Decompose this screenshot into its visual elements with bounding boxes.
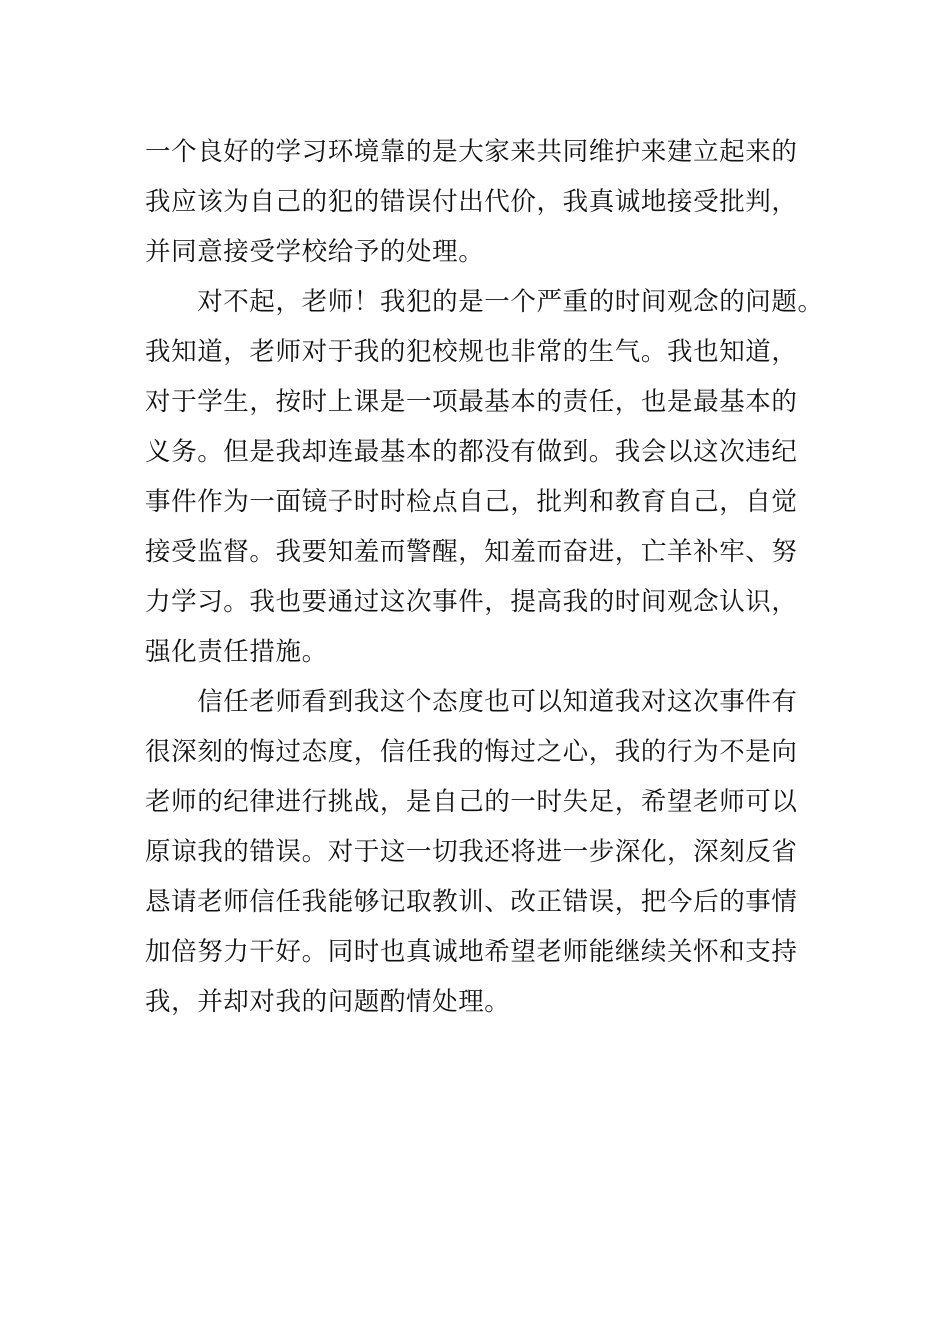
paragraph-2 bbox=[145, 277, 845, 677]
text-line: 我应该为自己的犯的错误付出代价，我真诚地接受批判， bbox=[145, 187, 798, 217]
text-line: 一个良好的学习环境靠的是大家来共同维护来建立起来的 bbox=[145, 137, 798, 167]
text-line: 力学习。我也要通过这次事件，提高我的时间观念认识， bbox=[145, 587, 798, 617]
text-line: 原谅我的错误。对于这一切我还将进一步深化，深刻反省 bbox=[145, 837, 798, 867]
text-line: 老师的纪律进行挑战，是自己的一时失足，希望老师可以 bbox=[145, 787, 798, 817]
text-line: 恳请老师信任我能够记取教训、改正错误，把今后的事情 bbox=[145, 887, 798, 917]
text-line: 很深刻的悔过态度，信任我的悔过之心，我的行为不是向 bbox=[145, 737, 798, 767]
paragraph-3 bbox=[145, 677, 845, 1027]
paragraph-1 bbox=[145, 127, 845, 277]
text-line: 对于学生，按时上课是一项最基本的责任，也是最基本的 bbox=[145, 387, 798, 417]
text-line: 信任老师看到我这个态度也可以知道我对这次事件有 bbox=[145, 687, 798, 717]
text-line: 我，并却对我的问题酌情处理。 bbox=[145, 987, 511, 1017]
text-line: 接受监督。我要知羞而警醒，知羞而奋进，亡羊补牢、努 bbox=[145, 537, 798, 567]
text-line: 强化责任措施。 bbox=[145, 637, 328, 667]
document-body bbox=[145, 127, 845, 1027]
text-line: 我知道，老师对于我的犯校规也非常的生气。我也知道， bbox=[145, 337, 798, 367]
text-line: 义务。但是我却连最基本的都没有做到。我会以这次违纪 bbox=[145, 437, 798, 467]
text-line: 并同意接受学校给予的处理。 bbox=[145, 237, 485, 267]
text-line: 加倍努力干好。同时也真诚地希望老师能继续关怀和支持 bbox=[145, 937, 798, 967]
text-line: 事件作为一面镜子时时检点自己，批判和教育自己，自觉 bbox=[145, 487, 798, 517]
text-line: 对不起，老师！我犯的是一个严重的时间观念的问题。 bbox=[145, 287, 824, 317]
